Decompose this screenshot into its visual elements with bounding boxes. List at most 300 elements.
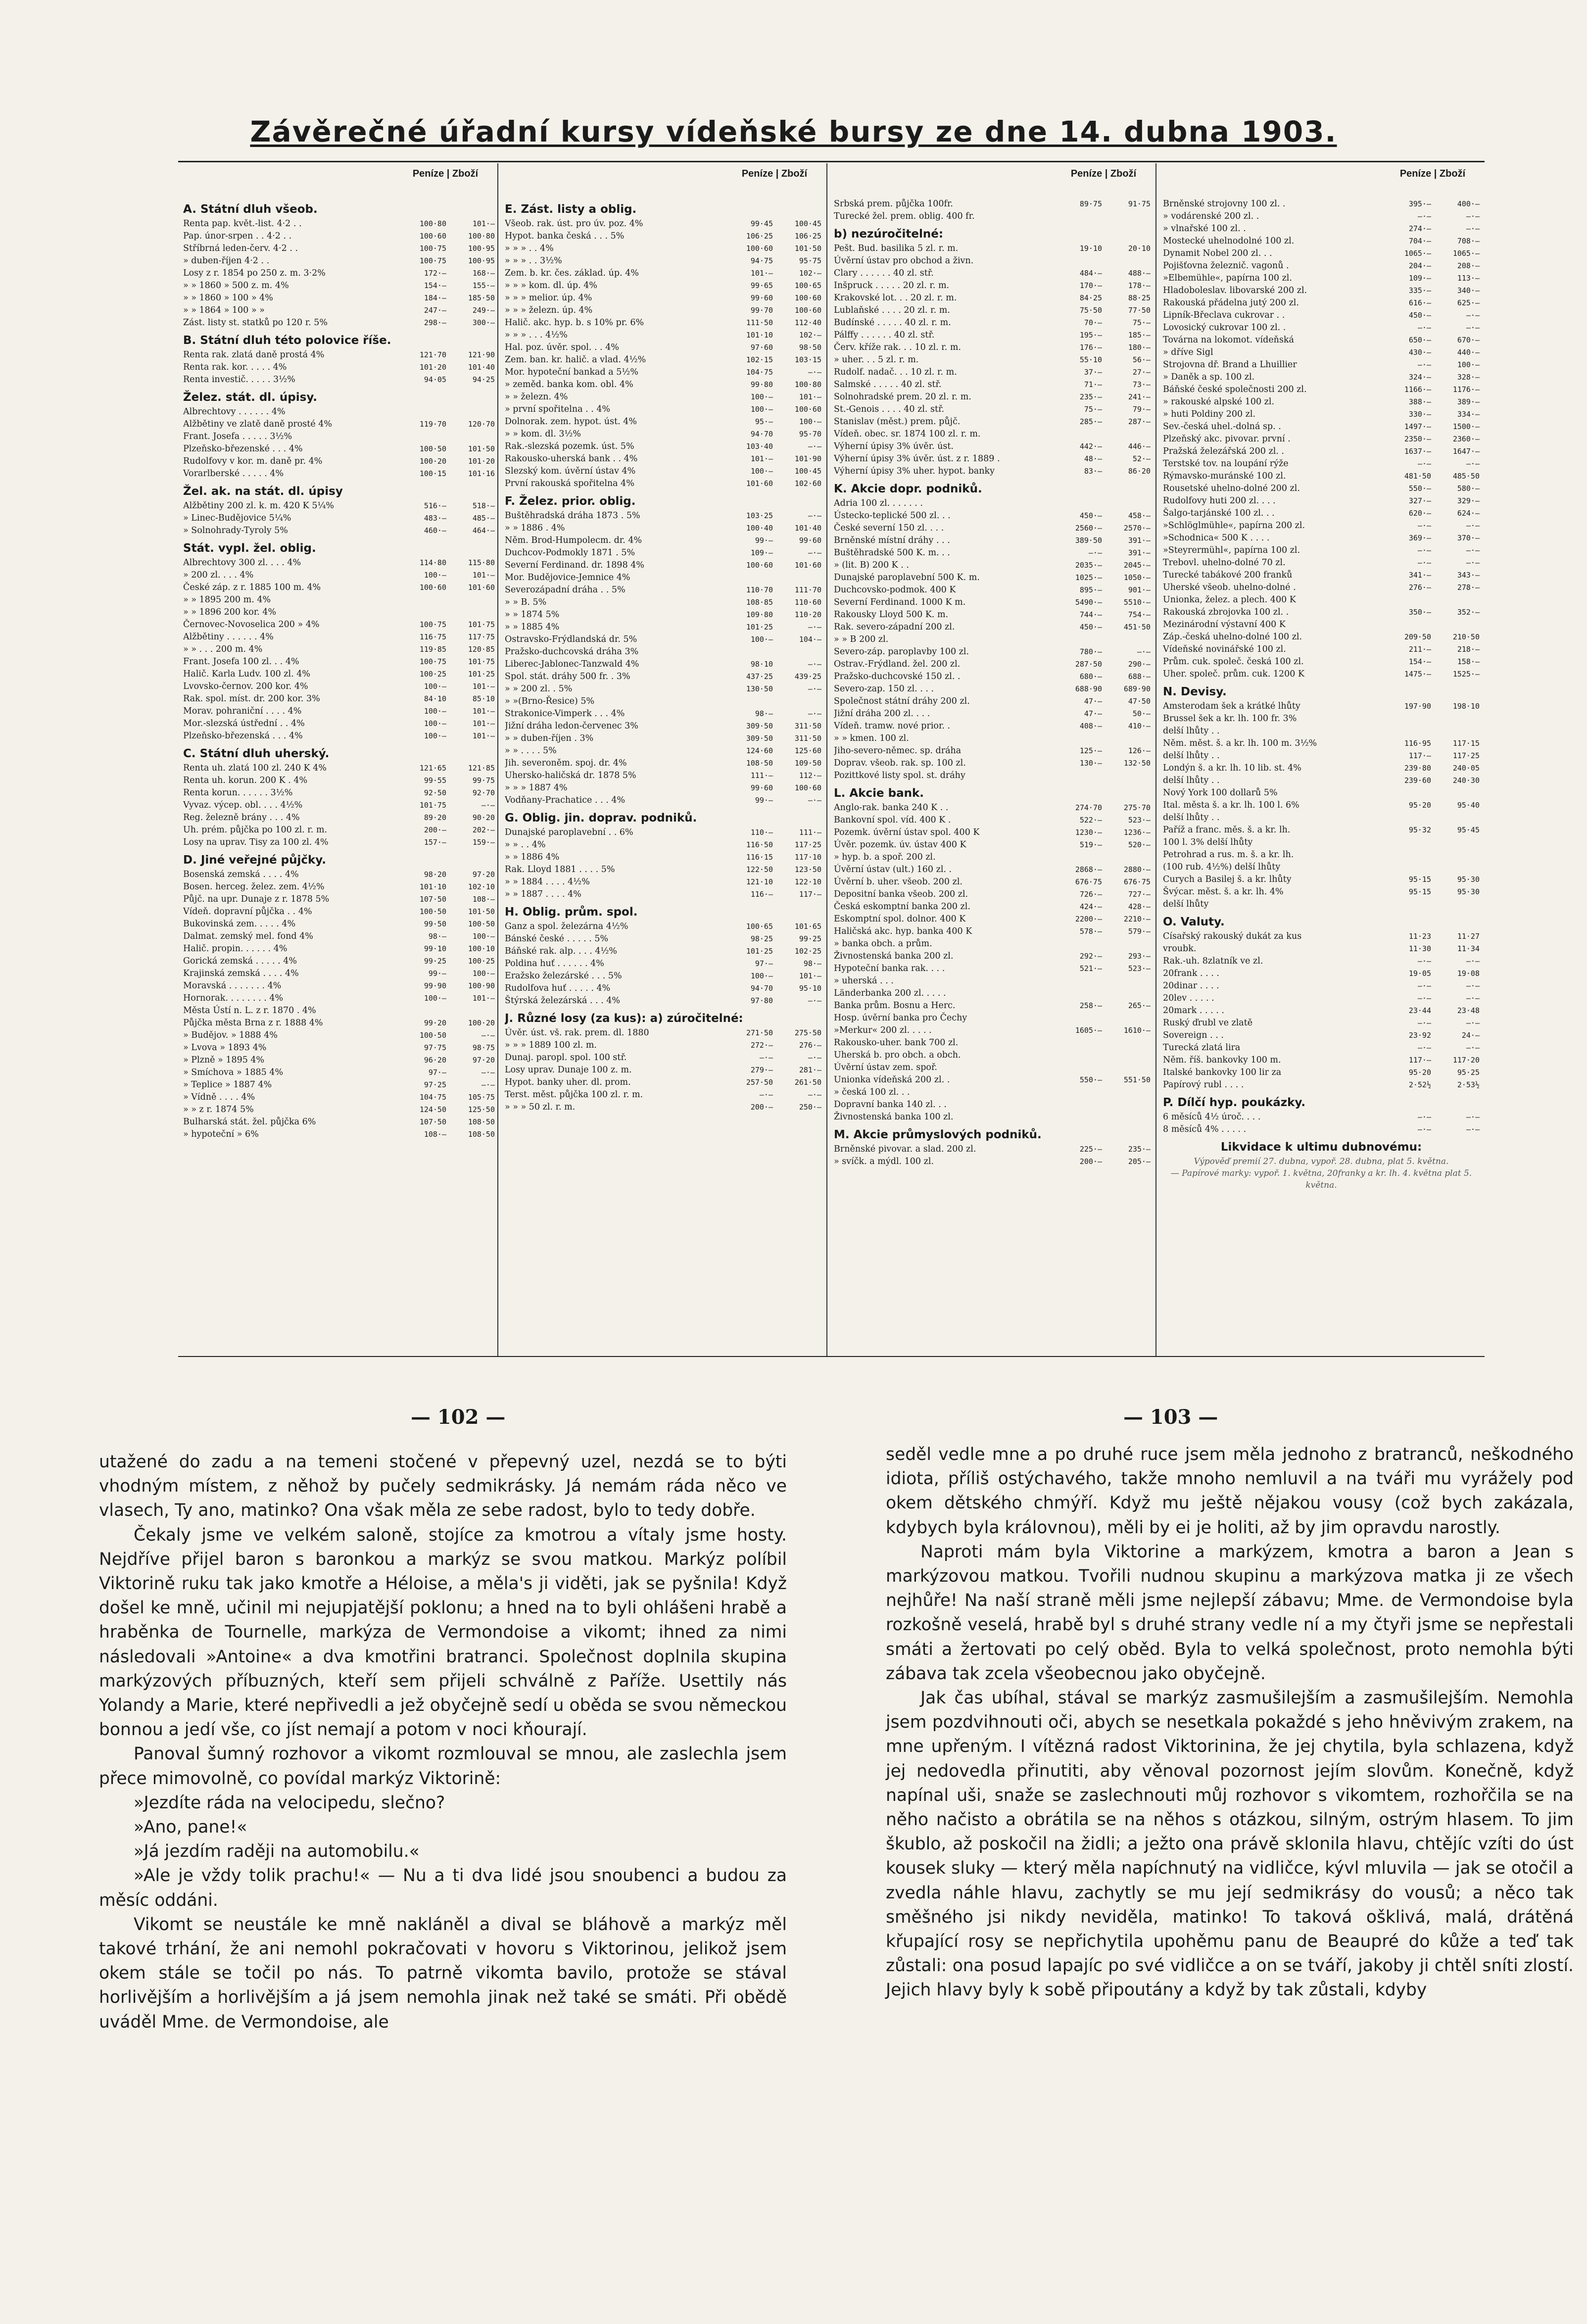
money-price: 121·65	[419, 764, 446, 773]
table-row	[183, 1029, 495, 1042]
goods-price: 100·90	[468, 981, 495, 990]
money-price: 2560·—	[1075, 524, 1102, 533]
table-row	[505, 440, 821, 453]
goods-price: —·—	[808, 660, 821, 669]
table-row	[834, 596, 1151, 609]
table-row	[1163, 1111, 1480, 1123]
security-name: Albrechtovy 300 zl. . . . 4%	[183, 558, 301, 568]
security-name: Turecké žel. prem. oblig. 400 fr.	[834, 211, 975, 221]
security-name: Frant. Josefa . . . . . 3½%	[183, 432, 292, 441]
money-price: 94·75	[750, 256, 773, 265]
money-price: 19·10	[1079, 244, 1102, 253]
security-name: Ostrav.-Frýdland. žel. 200 zl.	[834, 659, 961, 669]
security-name: » » B. 5%	[505, 597, 547, 607]
money-price: 97·75	[424, 1043, 446, 1052]
money-price: 650·—	[1408, 336, 1431, 344]
goods-price: 334·—	[1457, 410, 1480, 419]
money-price: 100·—	[750, 971, 773, 980]
money-price: 258·—	[1079, 1001, 1102, 1010]
table-row	[1163, 272, 1480, 285]
security-name: Něm. říš. bankovky 100 m.	[1163, 1055, 1281, 1065]
money-price: 124·50	[419, 1105, 446, 1114]
table-row	[834, 1024, 1151, 1037]
table-row	[834, 547, 1151, 559]
table-row	[183, 643, 495, 656]
money-price: 99·90	[424, 981, 446, 990]
table-row	[1163, 943, 1480, 955]
money-price: 2200·—	[1075, 915, 1102, 923]
security-name: Curych a Basilej š. a kr. lhůty	[1163, 874, 1292, 884]
security-name: delší lhůty . .	[1163, 813, 1220, 823]
money-price: 101·20	[419, 363, 446, 372]
security-name: » » 1886 . 4%	[505, 523, 565, 533]
money-price: 96·20	[424, 1056, 446, 1065]
security-name: Hornorak. . . . . . . . 4%	[183, 993, 284, 1003]
security-name: Stanislav (měst.) prem. půjč.	[834, 417, 961, 427]
table-row	[183, 525, 495, 537]
security-name: Londýn š. a kr. lh. 10 lib. st. 4%	[1163, 763, 1301, 773]
goods-price: 95·30	[1457, 875, 1480, 884]
goods-price: 100·80	[794, 380, 821, 389]
security-name: » » 1884 . . . . 4½%	[505, 877, 590, 887]
table-row	[834, 876, 1151, 888]
money-price: 121·10	[746, 877, 773, 886]
goods-price: 276·—	[799, 1041, 821, 1050]
paragraph: »Ano, pane!«	[134, 1817, 247, 1838]
section-heading: G. Oblig. jin. doprav. podniků.	[505, 812, 697, 824]
money-price: 108·50	[746, 759, 773, 768]
money-price: —·—	[1417, 1125, 1431, 1134]
money-price: 389·50	[1075, 536, 1102, 545]
goods-price: —·—	[1466, 957, 1480, 966]
money-price: 94·70	[750, 430, 773, 438]
security-name: » duben-říjen 4·2 . .	[183, 256, 270, 266]
goods-price: 100·95	[468, 256, 495, 265]
goods-price: —·—	[1466, 1043, 1480, 1052]
goods-price: 670·—	[1457, 336, 1480, 344]
goods-price: 100·10	[468, 944, 495, 953]
security-name: » Smíchova » 1885 4%	[183, 1067, 284, 1077]
security-name: Vídeňské novinářské 100 zl.	[1163, 644, 1286, 654]
security-name: Turecké tabákové 200 franků	[1163, 570, 1293, 580]
security-name: Petrohrad a rus. m. š. a kr. lh.	[1163, 850, 1294, 860]
security-name: Frant. Josefa 100 zl. . . 4%	[183, 657, 299, 667]
goods-price: 102·25	[794, 947, 821, 956]
money-price: 100·—	[750, 635, 773, 644]
money-price: 424·—	[1079, 902, 1102, 911]
table-row	[183, 992, 495, 1005]
money-price: 101·—	[750, 454, 773, 463]
table-row	[1163, 495, 1480, 507]
table-row	[505, 839, 821, 851]
money-price: 23·44	[1408, 1006, 1431, 1015]
table-row	[834, 354, 1151, 366]
security-name: »Schodnica« 500 K . . . .	[1163, 533, 1270, 543]
money-price: 100·40	[746, 524, 773, 533]
money-price: 95·20	[1408, 801, 1431, 810]
money-price: 100·75	[419, 657, 446, 666]
column-divider	[826, 163, 827, 1356]
security-name: » hypoteční » 6%	[183, 1129, 259, 1139]
goods-price: 158·—	[1457, 657, 1480, 666]
section-heading: D. Jiné veřejné půjčky.	[183, 854, 326, 867]
table-row	[834, 584, 1151, 596]
security-name: » svíčk. a mýdl. 100 zl.	[834, 1157, 934, 1166]
section-heading: E. Zást. listy a oblig.	[505, 203, 637, 216]
security-name: Jižní dráha 200 zl. . . .	[834, 709, 930, 719]
goods-price: 11·27	[1457, 932, 1480, 941]
money-price: 100·—	[424, 707, 446, 716]
money-price: 1166·—	[1404, 385, 1431, 394]
table-row	[505, 584, 821, 596]
money-price: 521·—	[1079, 964, 1102, 973]
security-name: Švýcar. měst. š. a kr. lh. 4%	[1163, 887, 1284, 897]
money-price: 578·—	[1079, 927, 1102, 936]
goods-price: 208·—	[1457, 261, 1480, 270]
goods-price: 410·—	[1128, 722, 1151, 730]
money-price: 107·50	[419, 1117, 446, 1126]
table-row	[183, 762, 495, 775]
security-name: Pražsko-duchcovská dráha 3%	[505, 647, 639, 657]
money-price: —·—	[1417, 323, 1431, 332]
goods-price: —·—	[808, 442, 821, 451]
table-row	[505, 970, 821, 982]
goods-price: 343·—	[1457, 571, 1480, 580]
table-row	[183, 918, 495, 930]
security-name: Krajinská zemská . . . . 4%	[183, 968, 299, 978]
security-name: » » kom. dl. 3½%	[505, 429, 581, 439]
table-row	[834, 621, 1151, 633]
table-row	[505, 267, 821, 280]
table-row	[183, 631, 495, 643]
security-name: » » 200 zl. . 5%	[505, 684, 573, 694]
table-row	[1163, 812, 1480, 824]
table-row	[834, 428, 1151, 440]
security-name: Buštěhradské 500 K. m. . .	[834, 548, 950, 558]
table-row	[1163, 799, 1480, 812]
goods-price: 100·45	[794, 467, 821, 476]
goods-price: —·—	[808, 623, 821, 631]
security-name: delší lhůty . .	[1163, 775, 1220, 785]
money-price: 109·—	[1408, 274, 1431, 283]
money-price: —·—	[1417, 994, 1431, 1003]
money-price: 5490·—	[1075, 598, 1102, 607]
table-row	[1163, 1066, 1480, 1079]
left-page-text	[99, 1450, 787, 2034]
money-price: 100·—	[750, 405, 773, 414]
table-row	[834, 198, 1151, 210]
security-name: Lovosický cukrovar 100 zl. .	[1163, 323, 1286, 333]
money-price: 200·—	[424, 825, 446, 834]
security-name: Lvovsko-černov. 200 kor. 4%	[183, 681, 308, 691]
goods-price: —·—	[808, 368, 821, 377]
section-heading: Stát. vypl. žel. oblig.	[183, 542, 316, 555]
table-row	[1163, 836, 1480, 849]
security-name: » první spořitelna . . 4%	[505, 404, 611, 414]
goods-price: 250·—	[799, 1103, 821, 1112]
security-name: Hypoteční banka rak. . . .	[834, 964, 945, 973]
security-name: Společnost státní dráhy 200 zl.	[834, 696, 970, 706]
security-name: Štýrská železárská . . . 4%	[505, 996, 621, 1006]
security-name: Pap. únor-srpen . . 4·2 . .	[183, 231, 292, 241]
money-price: 274·—	[1408, 224, 1431, 233]
table-row	[1163, 520, 1480, 532]
exchange-column-2	[505, 198, 821, 1351]
money-price: 99·—	[428, 969, 446, 978]
money-price: 102·15	[746, 355, 773, 364]
goods-price: 180·—	[1128, 343, 1151, 352]
table-row	[834, 888, 1151, 901]
goods-price: 101·50	[468, 444, 495, 453]
goods-price: 117·75	[468, 632, 495, 641]
goods-price: 19·08	[1457, 969, 1480, 978]
goods-price: —·—	[1466, 981, 1480, 990]
table-row	[183, 1116, 495, 1128]
money-price: —·—	[759, 1090, 773, 1099]
security-name: » » 1896 200 kor. 4%	[183, 607, 277, 617]
security-name: » uherská . . .	[834, 976, 894, 986]
goods-price: 249·—	[472, 306, 495, 315]
goods-price: 329·—	[1457, 496, 1480, 505]
security-name: Bosen. herceg. želez. zem. 4½%	[183, 882, 325, 892]
goods-price: 2045·—	[1123, 561, 1151, 570]
security-name: Länderbanka 200 zl. . . . .	[834, 988, 946, 998]
money-price: 1475·—	[1404, 670, 1431, 678]
goods-price: 210·50	[1452, 632, 1480, 641]
goods-price: 100·45	[794, 219, 821, 228]
security-name: Uhersko-haličská dr. 1878 5%	[505, 771, 636, 780]
table-row	[183, 512, 495, 525]
goods-price: 101·65	[794, 922, 821, 931]
table-row	[183, 693, 495, 705]
security-name: Depositní banka všeob. 200 zl.	[834, 889, 968, 899]
goods-price: 389·—	[1457, 397, 1480, 406]
table-row	[1163, 297, 1480, 309]
money-price: 895·—	[1079, 585, 1102, 594]
table-row	[834, 851, 1151, 864]
table-row	[505, 218, 821, 230]
goods-price: 52·—	[1132, 454, 1151, 463]
section-heading: b) nezúročitelné:	[834, 228, 944, 241]
goods-price: 120·85	[468, 645, 495, 654]
table-row	[505, 596, 821, 609]
table-row	[834, 341, 1151, 354]
security-name: » » železn. 4%	[505, 392, 568, 402]
table-row	[505, 958, 821, 970]
security-name: Rakouská přádelna jutý 200 zl.	[1163, 298, 1299, 308]
goods-price: 523·—	[1128, 816, 1151, 824]
security-name: Italské bankovky 100 lir za	[1163, 1067, 1282, 1077]
money-price: 2·52½	[1408, 1080, 1431, 1089]
column-divider	[1155, 163, 1156, 1356]
goods-price: —·—	[1466, 1125, 1480, 1134]
security-name: Záp.-česká uhelno-dolné 100 zl.	[1163, 632, 1302, 642]
table-row	[834, 826, 1151, 839]
money-price: 484·—	[1079, 269, 1102, 278]
money-price: 83·—	[1084, 467, 1102, 476]
goods-price: 23·48	[1457, 1006, 1480, 1015]
money-price: 176·—	[1079, 343, 1102, 352]
goods-price: 100·65	[794, 281, 821, 290]
security-name: Rakousko-uher. bank 700 zl.	[834, 1038, 959, 1048]
money-price: 100·25	[419, 670, 446, 678]
table-row	[834, 658, 1151, 671]
table-row	[1163, 968, 1480, 980]
money-price: —·—	[1417, 212, 1431, 221]
table-row	[1163, 260, 1480, 272]
goods-price: 240·05	[1452, 764, 1480, 773]
table-row	[834, 403, 1151, 416]
goods-price: 523·—	[1128, 964, 1151, 973]
goods-price: 446·—	[1128, 442, 1151, 451]
table-row	[1163, 1054, 1480, 1066]
table-row	[505, 757, 821, 770]
table-row	[505, 920, 821, 933]
section-heading: H. Oblig. prům. spol.	[505, 906, 638, 919]
goods-price: 101·—	[472, 994, 495, 1003]
money-price: 130·—	[1079, 759, 1102, 768]
security-name: Mor. hypoteční bankad a 5½%	[505, 367, 638, 377]
security-name: Turecká zlatá lira	[1163, 1043, 1241, 1053]
security-name: Rudolfovy v kor. m. daně pr. 4%	[183, 456, 323, 466]
money-price: 92·50	[424, 788, 446, 797]
goods-price: 1610·—	[1123, 1026, 1151, 1035]
security-name: Alžbětiny . . . . . . 4%	[183, 632, 274, 642]
security-name: Rakouská zbrojovka 100 zl. .	[1163, 607, 1289, 617]
table-row	[505, 292, 821, 304]
goods-price: 108·50	[468, 1117, 495, 1126]
paragraph: Panoval šumný rozhovor a vikomt rozmlouval se mnou, ale zaslechla jsem přece mimovolně, co povídal markýz Viktorině:	[99, 1744, 787, 1789]
goods-price: 117·25	[1452, 751, 1480, 760]
goods-price: 101·—	[799, 971, 821, 980]
table-row	[183, 317, 495, 329]
security-name: » Solnohrady-Tyroly 5%	[183, 526, 288, 535]
security-name: Šalgo-tarjánské 100 zl. . .	[1163, 508, 1275, 518]
goods-price: 97·20	[472, 1056, 495, 1065]
security-name: Anglo-rak. banka 240 K . .	[834, 803, 949, 813]
goods-price: 391·—	[1128, 536, 1151, 545]
security-name: Mor.-slezská ústřední . . 4%	[183, 719, 305, 728]
table-row	[183, 406, 495, 418]
table-row	[834, 1111, 1151, 1123]
goods-price: 101·16	[468, 469, 495, 478]
goods-price: 95·75	[799, 256, 821, 265]
money-price: 99·60	[750, 293, 773, 302]
money-price: 101·25	[746, 947, 773, 956]
table-row	[183, 1104, 495, 1116]
money-price: 780·—	[1079, 647, 1102, 656]
money-price: 239·60	[1404, 776, 1431, 785]
security-name: Mezinárodní výstavní 400 K	[1163, 620, 1286, 629]
security-name: Dynamit Nobel 200 zl. . .	[1163, 248, 1272, 258]
money-price: 104·75	[746, 368, 773, 377]
security-name: Rakousky Lloyd 500 K. m.	[834, 610, 949, 620]
security-name: » (lit. B) 200 K . .	[834, 560, 909, 570]
security-name: Zem. b. kr. čes. základ. úp. 4%	[505, 268, 639, 278]
security-name: Lublaňské . . . . 20 zl. r. m.	[834, 305, 950, 315]
table-row	[505, 1076, 821, 1089]
money-price: 109·80	[746, 610, 773, 619]
security-name: Slezský kom. úvěrní ústav 4%	[505, 466, 636, 476]
goods-price: 86·20	[1128, 467, 1151, 476]
table-row	[505, 304, 821, 317]
security-name: Brněnské strojovny 100 zl. .	[1163, 199, 1286, 209]
security-name: Spol. stát. dráhy 500 fr. . 3%	[505, 672, 630, 681]
liquidation-note: Likvidace k ultimu dubnovému:	[1220, 1141, 1422, 1154]
security-name: » vlnařské 100 zl. .	[1163, 224, 1246, 234]
table-row	[1163, 713, 1480, 725]
goods-price: 5510·—	[1123, 598, 1151, 607]
security-name: Živnostenská banka 200 zl.	[834, 951, 954, 961]
table-row	[1163, 470, 1480, 483]
security-name: Severo-záp. paroplavby 100 zl.	[834, 647, 969, 657]
table-row	[183, 1054, 495, 1066]
money-price: —·—	[1417, 957, 1431, 966]
security-name: 20mark . . . . .	[1163, 1006, 1224, 1016]
security-name: Dalmat. zemský mel. fond 4%	[183, 931, 313, 941]
money-price: 47·—	[1084, 709, 1102, 718]
security-name: Ruský ďrubl ve zlatě	[1163, 1018, 1253, 1028]
table-row	[1163, 898, 1480, 911]
table-row	[1163, 1123, 1480, 1136]
money-price: 97·25	[424, 1080, 446, 1089]
table-row	[505, 671, 821, 683]
money-price: 97·—	[755, 959, 773, 968]
security-name: » » » železn. úp. 4%	[505, 305, 593, 315]
security-name: Buštěhradská dráha 1873 . 5%	[505, 511, 640, 521]
money-price: 519·—	[1079, 840, 1102, 849]
security-name: Papírový rubl . . . .	[1163, 1080, 1244, 1090]
goods-price: 101·—	[472, 219, 495, 228]
security-name: Vorarlberské . . . . . 4%	[183, 469, 284, 479]
money-price: 170·—	[1079, 281, 1102, 290]
table-row	[834, 633, 1151, 646]
security-name: Pojišťovna železnič. vagonů .	[1163, 261, 1289, 271]
table-row	[834, 1049, 1151, 1062]
table-row	[505, 428, 821, 440]
money-price: 620·—	[1408, 509, 1431, 518]
table-row	[1163, 930, 1480, 943]
goods-price: 551·50	[1123, 1075, 1151, 1084]
goods-price: 101·—	[472, 571, 495, 580]
goods-price: 278·—	[1457, 583, 1480, 592]
table-row	[834, 913, 1151, 925]
goods-price: 95·30	[1457, 887, 1480, 896]
security-name: Brněnské pivovar. a slad. 200 zl.	[834, 1144, 976, 1154]
goods-price: —·—	[1466, 323, 1480, 332]
money-price: 309·50	[746, 734, 773, 743]
table-row	[505, 280, 821, 292]
security-name: Vídeň. obec. sr. 1874 100 zl. r. m.	[834, 429, 981, 439]
security-name: Rakousko-uherská bank . . 4%	[505, 454, 638, 464]
goods-price: 275·70	[1123, 803, 1151, 812]
goods-price: 1176·—	[1452, 385, 1480, 394]
goods-price: 235·—	[1128, 1145, 1151, 1154]
table-row	[505, 478, 821, 490]
security-name: Gorická zemská . . . . . 4%	[183, 956, 297, 966]
money-price: —·—	[1417, 360, 1431, 369]
goods-price: 73·—	[1132, 380, 1151, 389]
goods-price: 95·45	[1457, 825, 1480, 834]
security-name: Renta pap. květ.-list. 4·2 . .	[183, 219, 302, 229]
money-price: 108·85	[746, 598, 773, 607]
goods-price: 102·60	[794, 479, 821, 488]
money-price: 688·90	[1075, 684, 1102, 693]
goods-price: 101·60	[794, 561, 821, 570]
section-heading: J. Různé losy (za kus): a) zúročitelné:	[505, 1012, 743, 1025]
security-name: Rudolfova huť . . . . . 4%	[505, 983, 611, 993]
table-row	[183, 930, 495, 943]
